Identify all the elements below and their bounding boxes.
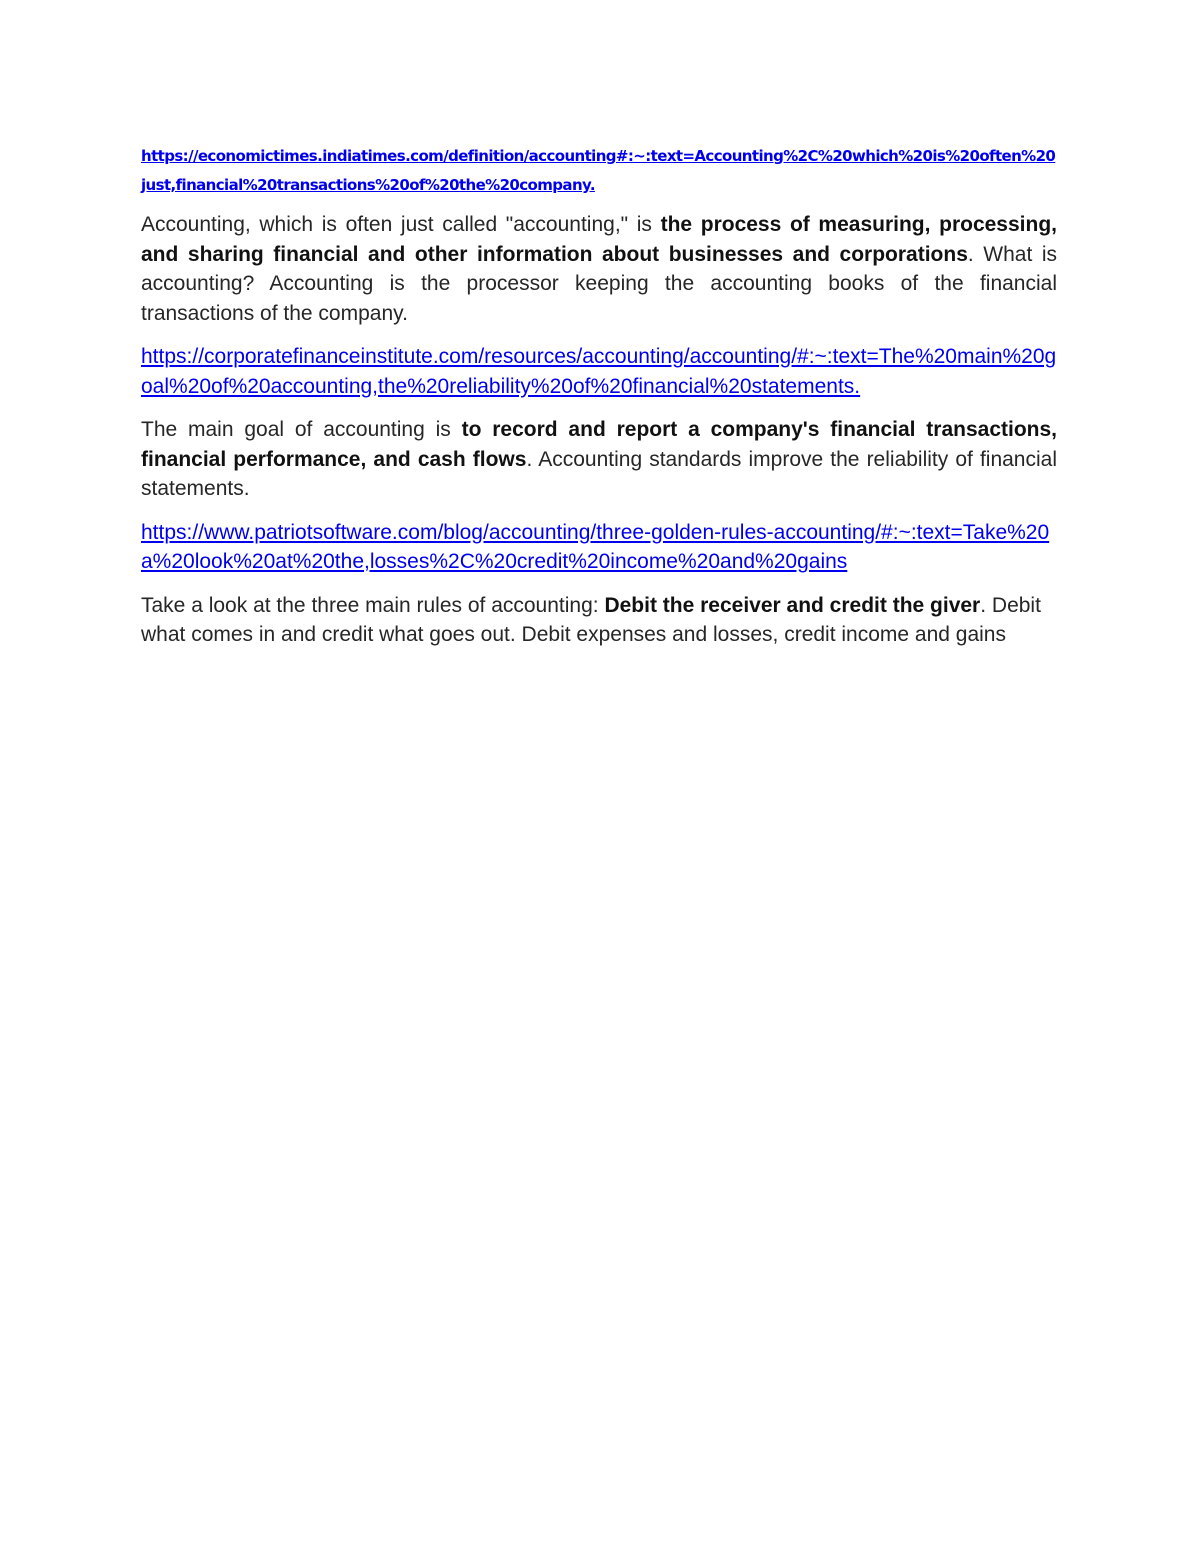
- source-link-corporatefinanceinstitute[interactable]: https://corporatefinanceinstitute.com/resources/accounting/accounting/#:~:text=The%20main%20goal%20of%20accounting,the%20reliability%20of%20financial%20statements.: [141, 345, 1057, 398]
- paragraph-lead: Take a look at the three main rules of accounting:: [141, 593, 605, 617]
- paragraph-tail: . Accounting standards improve the reliability of financial statements.: [141, 447, 1057, 500]
- paragraph-accounting-definition: [141, 210, 1057, 328]
- paragraph-tail: . What is accounting? Accounting is the processor keeping the accounting books of the financial transactions of the company.: [141, 242, 1058, 325]
- paragraph-lead: Accounting, which is often just called "accounting," is: [141, 213, 661, 236]
- paragraph-accounting-goal: [141, 415, 1057, 504]
- paragraph-emphasis: the process of measuring, processing, and sharing financial and other information about businesses and corporations: [141, 213, 1057, 266]
- source-link-economictimes[interactable]: https://economictimes.indiatimes.com/definition/accounting#:~:text=Accounting%2C%20which%20is%20often%20just,financial%20transactions%20of%20the%20company.: [141, 147, 1056, 194]
- paragraph-emphasis: to record and report a company's financial transactions, financial performance, and cash flows: [141, 418, 1058, 471]
- paragraph-tail: . Debit what comes in and credit what goes out. Debit expenses and losses, credit income and gains: [141, 593, 1041, 646]
- paragraph-accounting-rules: [141, 591, 1057, 650]
- paragraph-lead: The main goal of accounting is: [141, 418, 462, 441]
- source-link-patriotsoftware[interactable]: https://www.patriotsoftware.com/blog/accounting/three-golden-rules-accounting/#:~:text=Take%20a%20look%20at%20the,losses%2C%20credit%20income%20and%20gains: [141, 520, 1050, 573]
- paragraph-emphasis: Debit the receiver and credit the giver: [604, 593, 981, 617]
- document-body: [141, 142, 1057, 664]
